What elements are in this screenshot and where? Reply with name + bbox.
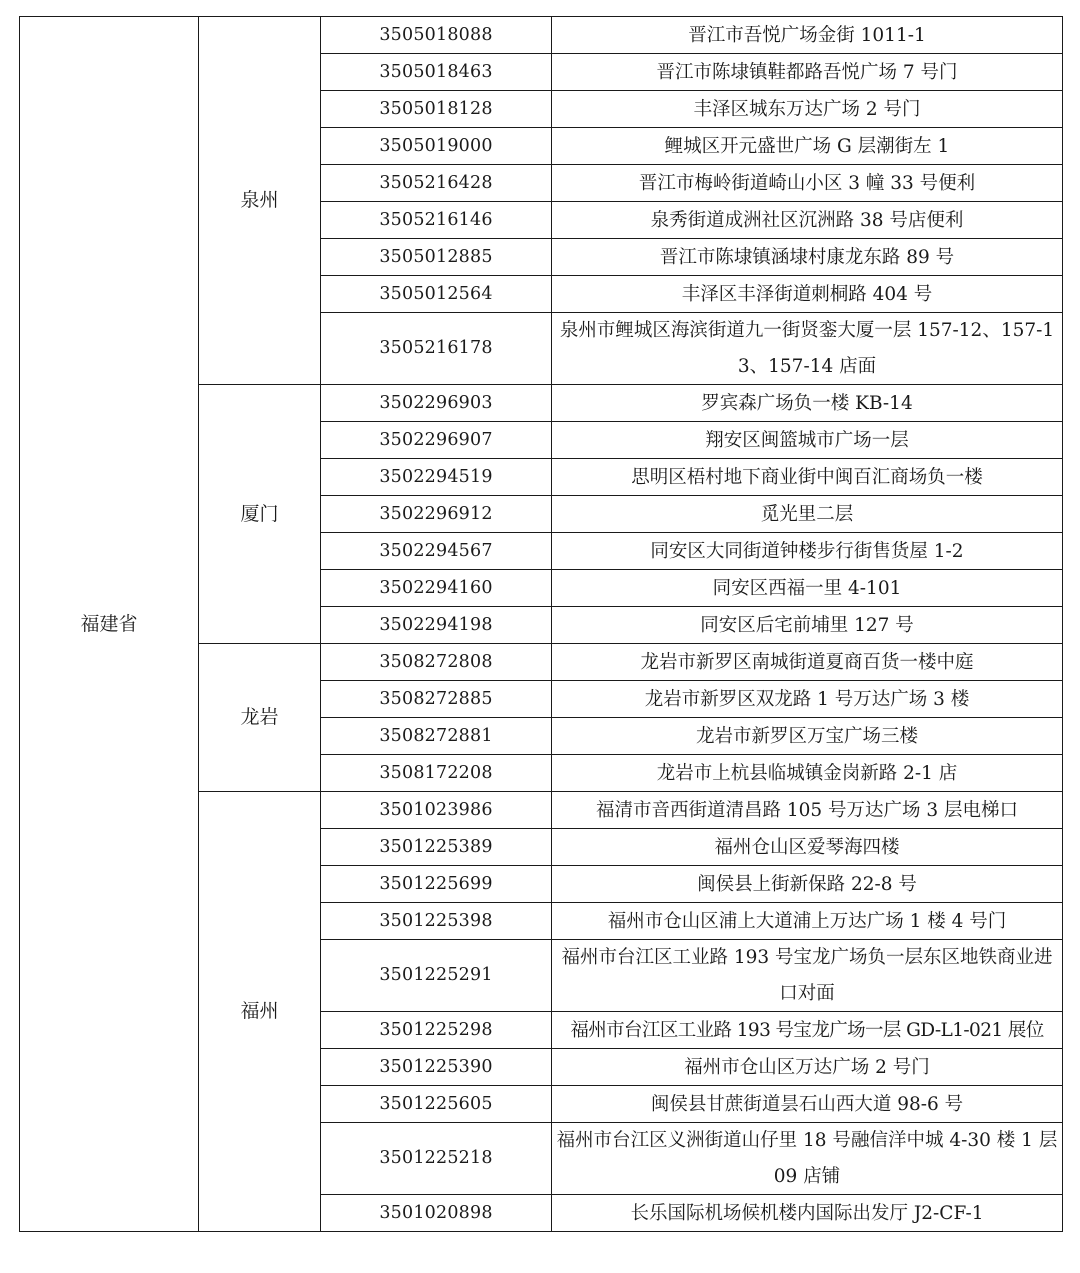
- store-address-cell: 晋江市梅岭街道崎山小区 3 幢 33 号便利: [552, 165, 1063, 202]
- city-cell: 福州: [199, 792, 321, 1232]
- store-address-cell: 福州市台江区义洲街道山仔里 18 号融信洋中城 4-30 楼 1 层 09 店铺: [552, 1123, 1063, 1195]
- store-code-cell: 3501225218: [321, 1123, 552, 1195]
- store-address-cell: 泉秀街道成洲社区沉洲路 38 号店便利: [552, 202, 1063, 239]
- store-code-cell: 3502294567: [321, 533, 552, 570]
- store-code-cell: 3505216178: [321, 313, 552, 385]
- store-address-cell: 福州市仓山区万达广场 2 号门: [552, 1049, 1063, 1086]
- store-code-cell: 3508272885: [321, 681, 552, 718]
- store-address-cell: 思明区梧村地下商业街中闽百汇商场负一楼: [552, 459, 1063, 496]
- city-cell: 龙岩: [199, 644, 321, 792]
- store-code-cell: 3501020898: [321, 1195, 552, 1232]
- province-cell: 福建省: [20, 17, 199, 1232]
- store-code-cell: 3505216146: [321, 202, 552, 239]
- store-code-cell: 3501225389: [321, 829, 552, 866]
- store-address-cell: 龙岩市新罗区万宝广场三楼: [552, 718, 1063, 755]
- store-address-cell: 同安区西福一里 4-101: [552, 570, 1063, 607]
- store-code-cell: 3505216428: [321, 165, 552, 202]
- store-code-cell: 3502294198: [321, 607, 552, 644]
- store-code-cell: 3502296907: [321, 422, 552, 459]
- city-cell: 泉州: [199, 17, 321, 385]
- store-code-cell: 3502294519: [321, 459, 552, 496]
- store-address-cell: 福清市音西街道清昌路 105 号万达广场 3 层电梯口: [552, 792, 1063, 829]
- store-code-cell: 3501225298: [321, 1012, 552, 1049]
- store-code-cell: 3505018128: [321, 91, 552, 128]
- store-code-cell: 3501225605: [321, 1086, 552, 1123]
- store-code-cell: 3502296903: [321, 385, 552, 422]
- store-address-cell: 福州市台江区工业路 193 号宝龙广场负一层东区地铁商业进口对面: [552, 940, 1063, 1012]
- store-address-cell: 龙岩市上杭县临城镇金岗新路 2-1 店: [552, 755, 1063, 792]
- store-code-cell: 3502296912: [321, 496, 552, 533]
- store-address-cell: 长乐国际机场候机楼内国际出发厅 J2-CF-1: [552, 1195, 1063, 1232]
- store-code-cell: 3501225398: [321, 903, 552, 940]
- store-address-cell: 龙岩市新罗区双龙路 1 号万达广场 3 楼: [552, 681, 1063, 718]
- store-address-cell: 闽侯县上街新保路 22-8 号: [552, 866, 1063, 903]
- store-address-cell: 觅光里二层: [552, 496, 1063, 533]
- store-code-cell: 3501225291: [321, 940, 552, 1012]
- store-code-cell: 3505018463: [321, 54, 552, 91]
- store-address-cell: 同安区大同街道钟楼步行街售货屋 1-2: [552, 533, 1063, 570]
- store-address-cell: 翔安区闽篮城市广场一层: [552, 422, 1063, 459]
- store-address-cell: 闽侯县甘蔗街道昙石山西大道 98-6 号: [552, 1086, 1063, 1123]
- store-address-cell: 晋江市陈埭镇鞋都路吾悦广场 7 号门: [552, 54, 1063, 91]
- store-address-cell: 福州仓山区爱琴海四楼: [552, 829, 1063, 866]
- store-address-cell: 晋江市吾悦广场金街 1011-1: [552, 17, 1063, 54]
- store-code-cell: 3505018088: [321, 17, 552, 54]
- store-code-cell: 3508272881: [321, 718, 552, 755]
- store-table: [19, 16, 1063, 1232]
- store-code-cell: 3501023986: [321, 792, 552, 829]
- table-body: [20, 17, 1063, 1232]
- store-address-cell: 鲤城区开元盛世广场 G 层潮街左 1: [552, 128, 1063, 165]
- store-address-cell: 泉州市鲤城区海滨街道九一街贤銮大厦一层 157-12、157-13、157-14 店面: [552, 313, 1063, 385]
- store-address-cell: 丰泽区城东万达广场 2 号门: [552, 91, 1063, 128]
- store-code-cell: 3505012564: [321, 276, 552, 313]
- store-code-cell: 3501225699: [321, 866, 552, 903]
- store-code-cell: 3508172208: [321, 755, 552, 792]
- city-cell: 厦门: [199, 385, 321, 644]
- store-code-cell: 3505012885: [321, 239, 552, 276]
- store-address-cell: 晋江市陈埭镇涵埭村康龙东路 89 号: [552, 239, 1063, 276]
- store-address-cell: 福州市台江区工业路 193 号宝龙广场一层 GD-L1-021 展位: [552, 1012, 1063, 1049]
- store-address-cell: 罗宾森广场负一楼 KB-14: [552, 385, 1063, 422]
- store-address-cell: 龙岩市新罗区南城街道夏商百货一楼中庭: [552, 644, 1063, 681]
- store-code-cell: 3505019000: [321, 128, 552, 165]
- store-code-cell: 3508272808: [321, 644, 552, 681]
- store-address-cell: 福州市仓山区浦上大道浦上万达广场 1 楼 4 号门: [552, 903, 1063, 940]
- store-code-cell: 3501225390: [321, 1049, 552, 1086]
- store-address-cell: 同安区后宅前埔里 127 号: [552, 607, 1063, 644]
- store-code-cell: 3502294160: [321, 570, 552, 607]
- table-row: [20, 17, 1063, 54]
- store-address-cell: 丰泽区丰泽街道刺桐路 404 号: [552, 276, 1063, 313]
